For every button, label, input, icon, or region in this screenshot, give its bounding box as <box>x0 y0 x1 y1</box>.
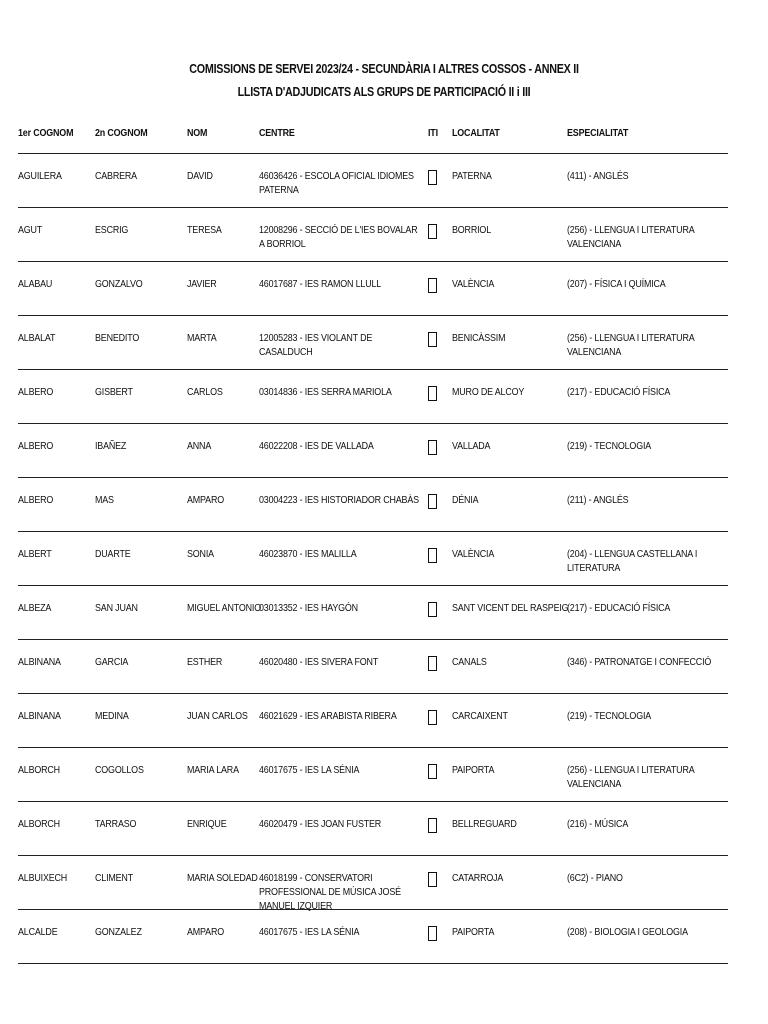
centre-cell: 46021629 - IES ARABISTA RIBERA <box>259 710 397 722</box>
centre-cell: 46023870 - IES MALILLA <box>259 548 357 560</box>
locality-cell: MURO DE ALCOY <box>452 386 525 398</box>
centre-cell: 03013352 - IES HAYGÓN <box>259 602 358 614</box>
table-row <box>18 910 728 964</box>
table-row <box>18 478 728 532</box>
first-surname-cell: ALBEZA <box>18 602 52 614</box>
second-surname-cell: DUARTE <box>95 548 131 560</box>
specialty-cell: (346) - PATRONATGE I CONFECCIÓ <box>567 656 712 668</box>
specialty-cell: (256) - LLENGUA I LITERATURA VALENCIANA <box>567 764 695 790</box>
header-iti: ITI <box>428 127 438 139</box>
second-surname-cell: GONZALEZ <box>95 926 142 938</box>
first-surname-cell: ALABAU <box>18 278 53 290</box>
centre-cell: 46036426 - ESCOLA OFICIAL IDIOMES PATERNA <box>259 170 414 196</box>
locality-cell: BENICÀSSIM <box>452 332 506 344</box>
header-locality: LOCALITAT <box>452 127 500 139</box>
iti-checkbox[interactable] <box>428 872 437 887</box>
first-surname-cell: ALBERO <box>18 386 54 398</box>
specialty-cell: (256) - LLENGUA I LITERATURA VALENCIANA <box>567 224 695 250</box>
name-cell: MARTA <box>187 332 217 344</box>
name-cell: ESTHER <box>187 656 223 668</box>
centre-cell: 46018199 - CONSERVATORI PROFESSIONAL DE MÚSICA JOSÉ MANUEL IZQUIER <box>259 872 401 912</box>
first-surname-cell: ALBALAT <box>18 332 56 344</box>
name-cell: MIGUEL ANTONIO <box>187 602 262 614</box>
iti-checkbox[interactable] <box>428 224 437 239</box>
name-cell: JUAN CARLOS <box>187 710 248 722</box>
locality-cell: VALÈNCIA <box>452 548 495 560</box>
first-surname-cell: ALBORCH <box>18 764 60 776</box>
adjudication-table <box>18 124 728 964</box>
iti-checkbox[interactable] <box>428 818 437 833</box>
header-first-surname: 1er COGNOM <box>18 127 74 139</box>
header-name: NOM <box>187 127 208 139</box>
specialty-cell: (207) - FÍSICA I QUÍMICA <box>567 278 666 290</box>
document-title: COMISSIONS DE SERVEI 2023/24 - SECUNDÀRIA I ALTRES COSSOS - ANNEX II <box>189 62 579 76</box>
table-row <box>18 532 728 586</box>
second-surname-cell: MEDINA <box>95 710 129 722</box>
locality-cell: VALÈNCIA <box>452 278 495 290</box>
first-surname-cell: ALBERO <box>18 494 54 506</box>
iti-checkbox[interactable] <box>428 602 437 617</box>
centre-cell: 46017675 - IES LA SÉNIA <box>259 926 360 938</box>
second-surname-cell: COGOLLOS <box>95 764 144 776</box>
name-cell: ANNA <box>187 440 212 452</box>
first-surname-cell: AGUT <box>18 224 43 236</box>
locality-cell: PAIPORTA <box>452 764 495 776</box>
locality-cell: DÉNIA <box>452 494 479 506</box>
document-header <box>0 62 768 99</box>
specialty-cell: (6C2) - PIANO <box>567 872 623 884</box>
name-cell: CARLOS <box>187 386 223 398</box>
second-surname-cell: CLIMENT <box>95 872 133 884</box>
name-cell: TERESA <box>187 224 222 236</box>
centre-cell: 03014836 - IES SERRA MARIOLA <box>259 386 392 398</box>
specialty-cell: (217) - EDUCACIÓ FÍSICA <box>567 602 671 614</box>
specialty-cell: (216) - MÚSICA <box>567 818 629 830</box>
locality-cell: CANALS <box>452 656 487 668</box>
specialty-cell: (219) - TECNOLOGIA <box>567 710 652 722</box>
table-body <box>18 154 728 964</box>
second-surname-cell: GARCIA <box>95 656 129 668</box>
iti-checkbox[interactable] <box>428 548 437 563</box>
first-surname-cell: ALBINANA <box>18 656 61 668</box>
iti-checkbox[interactable] <box>428 764 437 779</box>
iti-checkbox[interactable] <box>428 278 437 293</box>
table-row <box>18 154 728 208</box>
first-surname-cell: AGUILERA <box>18 170 62 182</box>
first-surname-cell: ALBERO <box>18 440 54 452</box>
first-surname-cell: ALCALDE <box>18 926 58 938</box>
second-surname-cell: SAN JUAN <box>95 602 138 614</box>
centre-cell: 12005283 - IES VIOLANT DE CASALDUCH <box>259 332 373 358</box>
table-row <box>18 262 728 316</box>
first-surname-cell: ALBINANA <box>18 710 61 722</box>
iti-checkbox[interactable] <box>428 494 437 509</box>
header-centre: CENTRE <box>259 127 295 139</box>
iti-checkbox[interactable] <box>428 386 437 401</box>
table-header-row <box>18 124 728 154</box>
table-row <box>18 856 728 910</box>
header-specialty: ESPECIALITAT <box>567 127 629 139</box>
name-cell: JAVIER <box>187 278 217 290</box>
document-subtitle: LLISTA D'ADJUDICATS ALS GRUPS DE PARTICIPACIÓ II i III <box>237 85 531 99</box>
centre-cell: 12008296 - SECCIÓ DE L'IES BOVALAR A BORRIOL <box>259 224 418 250</box>
name-cell: SONIA <box>187 548 214 560</box>
table-row <box>18 748 728 802</box>
name-cell: DAVID <box>187 170 213 182</box>
centre-cell: 46017675 - IES LA SÉNIA <box>259 764 360 776</box>
iti-checkbox[interactable] <box>428 926 437 941</box>
first-surname-cell: ALBORCH <box>18 818 60 830</box>
table-row <box>18 370 728 424</box>
locality-cell: SANT VICENT DEL RASPEIG <box>452 602 569 614</box>
specialty-cell: (208) - BIOLOGIA I GEOLOGIA <box>567 926 688 938</box>
name-cell: AMPARO <box>187 926 225 938</box>
iti-checkbox[interactable] <box>428 332 437 347</box>
iti-checkbox[interactable] <box>428 656 437 671</box>
locality-cell: VALLADA <box>452 440 491 452</box>
first-surname-cell: ALBERT <box>18 548 52 560</box>
table-row <box>18 586 728 640</box>
table-row <box>18 802 728 856</box>
specialty-cell: (256) - LLENGUA I LITERATURA VALENCIANA <box>567 332 695 358</box>
centre-cell: 46020480 - IES SIVERA FONT <box>259 656 379 668</box>
table-row <box>18 208 728 262</box>
centre-cell: 03004223 - IES HISTORIADOR CHABÀS <box>259 494 419 506</box>
name-cell: AMPARO <box>187 494 225 506</box>
specialty-cell: (219) - TECNOLOGIA <box>567 440 652 452</box>
iti-checkbox[interactable] <box>428 170 437 185</box>
table-row <box>18 316 728 370</box>
second-surname-cell: GONZALVO <box>95 278 143 290</box>
locality-cell: BORRIOL <box>452 224 491 236</box>
locality-cell: CARCAIXENT <box>452 710 508 722</box>
centre-cell: 46017687 - IES RAMON LLULL <box>259 278 382 290</box>
name-cell: MARIA LARA <box>187 764 239 776</box>
locality-cell: PATERNA <box>452 170 492 182</box>
table-row <box>18 694 728 748</box>
second-surname-cell: CABRERA <box>95 170 137 182</box>
name-cell: MARIA SOLEDAD <box>187 872 258 884</box>
specialty-cell: (211) - ANGLÉS <box>567 494 629 506</box>
first-surname-cell: ALBUIXECH <box>18 872 68 884</box>
second-surname-cell: MAS <box>95 494 114 506</box>
centre-cell: 46020479 - IES JOAN FUSTER <box>259 818 382 830</box>
specialty-cell: (217) - EDUCACIÓ FÍSICA <box>567 386 671 398</box>
name-cell: ENRIQUE <box>187 818 227 830</box>
locality-cell: PAIPORTA <box>452 926 495 938</box>
locality-cell: BELLREGUARD <box>452 818 517 830</box>
specialty-cell: (204) - LLENGUA CASTELLANA I LITERATURA <box>567 548 698 574</box>
iti-checkbox[interactable] <box>428 710 437 725</box>
centre-cell: 46022208 - IES DE VALLADA <box>259 440 374 452</box>
locality-cell: CATARROJA <box>452 872 504 884</box>
second-surname-cell: IBAÑEZ <box>95 440 127 452</box>
specialty-cell: (411) - ANGLÉS <box>567 170 629 182</box>
second-surname-cell: TARRASO <box>95 818 137 830</box>
second-surname-cell: ESCRIG <box>95 224 129 236</box>
second-surname-cell: GISBERT <box>95 386 133 398</box>
iti-checkbox[interactable] <box>428 440 437 455</box>
header-second-surname: 2n COGNOM <box>95 127 148 139</box>
second-surname-cell: BENEDITO <box>95 332 140 344</box>
table-row <box>18 640 728 694</box>
table-row <box>18 424 728 478</box>
